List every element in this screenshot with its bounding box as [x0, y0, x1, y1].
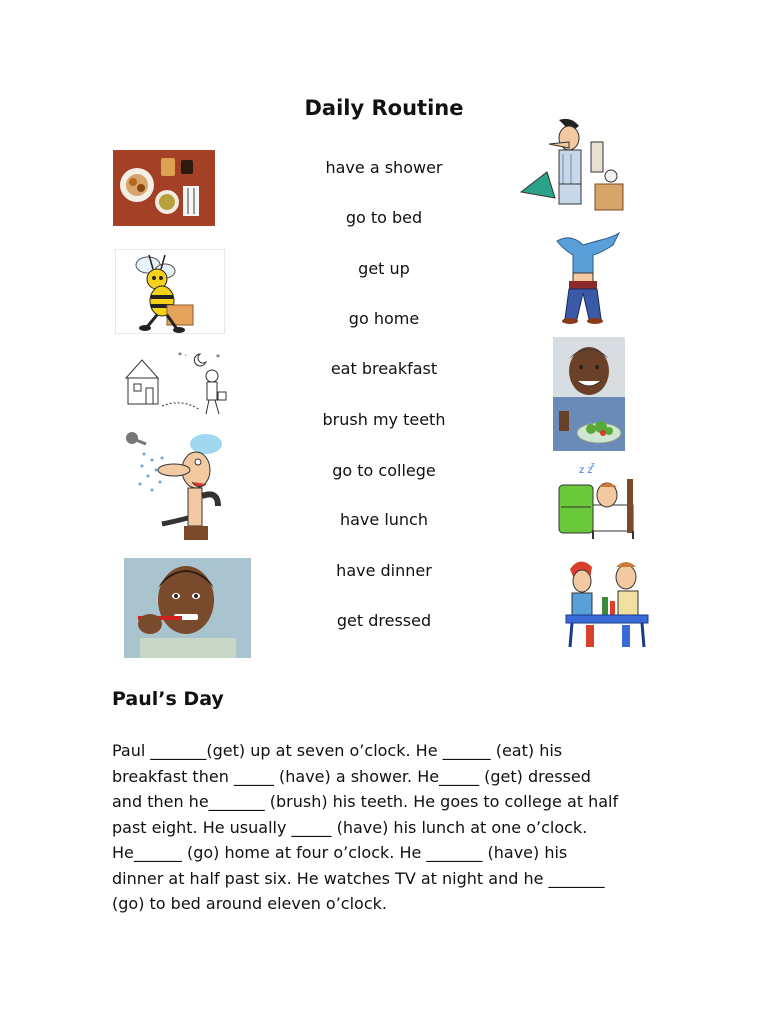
phrase-item: go to college	[332, 461, 436, 480]
svg-text:*: *	[216, 353, 220, 362]
man-showering-illustration	[122, 430, 228, 546]
exercise-line: Paul _______(get) up at seven o’clock. He ______ (eat) his	[112, 741, 563, 760]
phrase-item: have lunch	[339, 510, 428, 529]
phrase-item: have dinner	[336, 561, 432, 580]
svg-text:* ·: * ·	[178, 351, 188, 360]
phrase-item: get up	[358, 259, 410, 278]
exercise-line: He______ (go) home at four o’clock. He _______ (have) his	[112, 843, 568, 862]
man-eating-salad-photo	[553, 337, 625, 451]
exercise-heading: Paul’s Day	[112, 688, 224, 710]
phrase-item: go home	[348, 309, 420, 328]
exercise-line: past eight. He usually _____ (have) his lunch at one o’clock.	[112, 817, 588, 837]
bee-walking-illustration	[115, 249, 225, 334]
svg-text:z: z	[591, 461, 595, 469]
couple-dinner-illustration	[562, 555, 652, 653]
exercise-line: (go) to bed around eleven o’clock.	[112, 894, 387, 913]
phrase-item: brush my teeth	[322, 410, 446, 429]
exercise-line: breakfast then _____ (have) a shower. He_____ (get) dressed	[112, 766, 591, 786]
svg-text:z z: z z	[579, 465, 593, 476]
worksheet-title: Daily Routine	[304, 96, 464, 120]
phrase-item: eat breakfast	[330, 359, 438, 378]
exercise-paragraph	[112, 738, 672, 917]
phrase-item: get dressed	[336, 611, 432, 630]
house-night-walk-illustration	[122, 348, 228, 420]
man-sleeping-illustration	[557, 461, 637, 541]
boy-brushing-teeth-photo	[124, 558, 251, 658]
man-getting-up-illustration	[519, 118, 625, 216]
phrase-item: go to bed	[345, 208, 423, 227]
man-getting-dressed-illustration	[553, 231, 623, 326]
exercise-line: dinner at half past six. He watches TV at night and he _______	[112, 868, 605, 888]
exercise-line: and then he_______ (brush) his teeth. He goes to college at half	[112, 792, 619, 811]
breakfast-plate-illustration	[113, 150, 215, 226]
phrase-item: have a shower	[325, 158, 443, 177]
